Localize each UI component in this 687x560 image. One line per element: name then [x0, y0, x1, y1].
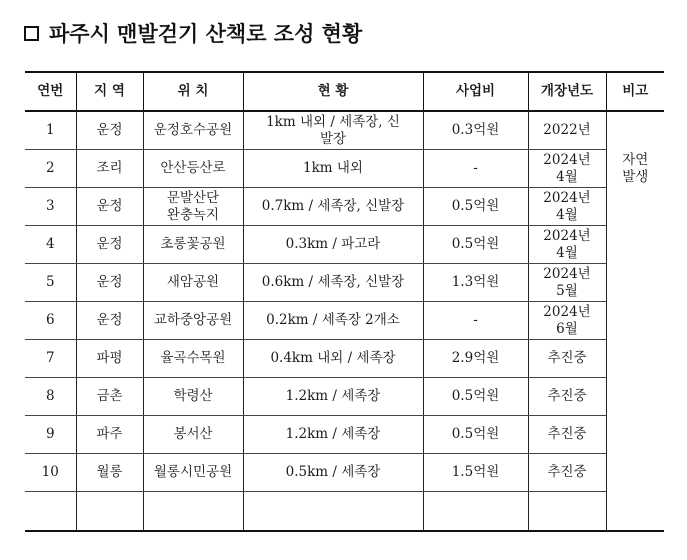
table-row [25, 111, 664, 150]
table-row [25, 416, 664, 454]
document-title [24, 18, 362, 48]
header-location: 위 치 [143, 72, 243, 111]
cell-region: 운정 [76, 111, 143, 150]
cell-note [606, 378, 664, 416]
cell-status: 1km 내외 / 세족장, 신발장 [243, 111, 423, 150]
cell-status: 0.4km 내외 / 세족장 [243, 340, 423, 378]
walking-trail-table [25, 71, 664, 532]
cell-region: 운정 [76, 302, 143, 340]
cell-year: 2024년 4월 [528, 188, 606, 226]
cell-status: 1.2km / 세족장 [243, 378, 423, 416]
cell-note [606, 416, 664, 454]
cell-cost: 0.5억원 [423, 226, 528, 264]
cell-no: 1 [25, 111, 76, 150]
header-region: 지 역 [76, 72, 143, 111]
table-row [25, 454, 664, 492]
header-no: 연번 [25, 72, 76, 111]
cell-status: 1km 내외 [243, 150, 423, 188]
table-row [25, 264, 664, 302]
cell-note [606, 340, 664, 378]
cell-note [606, 454, 664, 492]
cell-location: 초롱꽃공원 [143, 226, 243, 264]
table-row [25, 302, 664, 340]
cell-region: 운정 [76, 264, 143, 302]
table-row [25, 378, 664, 416]
cell-status: 0.5km / 세족장 [243, 454, 423, 492]
cell-cost: 0.5억원 [423, 416, 528, 454]
cell-no: 8 [25, 378, 76, 416]
cell-cost: - [423, 302, 528, 340]
cell-region: 운정 [76, 226, 143, 264]
cell-note [606, 492, 664, 532]
cell-location: 안산등산로 [143, 150, 243, 188]
cell-note [606, 188, 664, 226]
cell-status: 0.6km / 세족장, 신발장 [243, 264, 423, 302]
cell-status: 0.2km / 세족장 2개소 [243, 302, 423, 340]
cell-cost: 2.9억원 [423, 340, 528, 378]
cell-year [528, 492, 606, 532]
cell-location: 문발산단 완충녹지 [143, 188, 243, 226]
table-row [25, 340, 664, 378]
table-row [25, 188, 664, 226]
cell-cost: 1.3억원 [423, 264, 528, 302]
cell-note: 자연 발생 [606, 150, 664, 188]
header-year: 개장년도 [528, 72, 606, 111]
cell-no: 6 [25, 302, 76, 340]
title-text: 파주시 맨발걷기 산책로 조성 현황 [49, 22, 363, 46]
checkbox-icon [24, 26, 39, 41]
cell-region: 조리 [76, 150, 143, 188]
cell-status: 1.2km / 세족장 [243, 416, 423, 454]
cell-cost: 0.3억원 [423, 111, 528, 150]
cell-no: 7 [25, 340, 76, 378]
cell-year: 2024년 6월 [528, 302, 606, 340]
cell-no: 5 [25, 264, 76, 302]
cell-location [143, 492, 243, 532]
table-row [25, 150, 664, 188]
cell-location: 교하중앙공원 [143, 302, 243, 340]
cell-location: 학령산 [143, 378, 243, 416]
cell-year: 2024년 5월 [528, 264, 606, 302]
cell-location: 월롱시민공원 [143, 454, 243, 492]
cell-year: 2022년 [528, 111, 606, 150]
cell-region: 운정 [76, 188, 143, 226]
cell-year: 2024년 4월 [528, 226, 606, 264]
cell-cost: - [423, 150, 528, 188]
header-note: 비고 [606, 72, 664, 111]
cell-status [243, 492, 423, 532]
cell-no: 3 [25, 188, 76, 226]
cell-cost: 1.5억원 [423, 454, 528, 492]
header-status: 현 황 [243, 72, 423, 111]
cell-year: 추진중 [528, 378, 606, 416]
cell-note [606, 111, 664, 150]
cell-year: 2024년 4월 [528, 150, 606, 188]
cell-status: 0.3km / 파고라 [243, 226, 423, 264]
cell-note [606, 264, 664, 302]
cell-note [606, 226, 664, 264]
cell-region: 월롱 [76, 454, 143, 492]
table-row [25, 492, 664, 532]
cell-region: 파주 [76, 416, 143, 454]
cell-region: 금촌 [76, 378, 143, 416]
cell-no [25, 492, 76, 532]
cell-cost: 0.5억원 [423, 378, 528, 416]
cell-no: 10 [25, 454, 76, 492]
cell-cost: 0.5억원 [423, 188, 528, 226]
table-header-row [25, 72, 664, 111]
cell-location: 운정호수공원 [143, 111, 243, 150]
table-row [25, 226, 664, 264]
cell-location: 새암공원 [143, 264, 243, 302]
cell-location: 봉서산 [143, 416, 243, 454]
header-cost: 사업비 [423, 72, 528, 111]
cell-region: 파평 [76, 340, 143, 378]
cell-year: 추진중 [528, 454, 606, 492]
cell-no: 2 [25, 150, 76, 188]
cell-year: 추진중 [528, 340, 606, 378]
cell-no: 9 [25, 416, 76, 454]
cell-region [76, 492, 143, 532]
cell-location: 율곡수목원 [143, 340, 243, 378]
cell-year: 추진중 [528, 416, 606, 454]
cell-note [606, 302, 664, 340]
cell-cost [423, 492, 528, 532]
cell-status: 0.7km / 세족장, 신발장 [243, 188, 423, 226]
cell-no: 4 [25, 226, 76, 264]
